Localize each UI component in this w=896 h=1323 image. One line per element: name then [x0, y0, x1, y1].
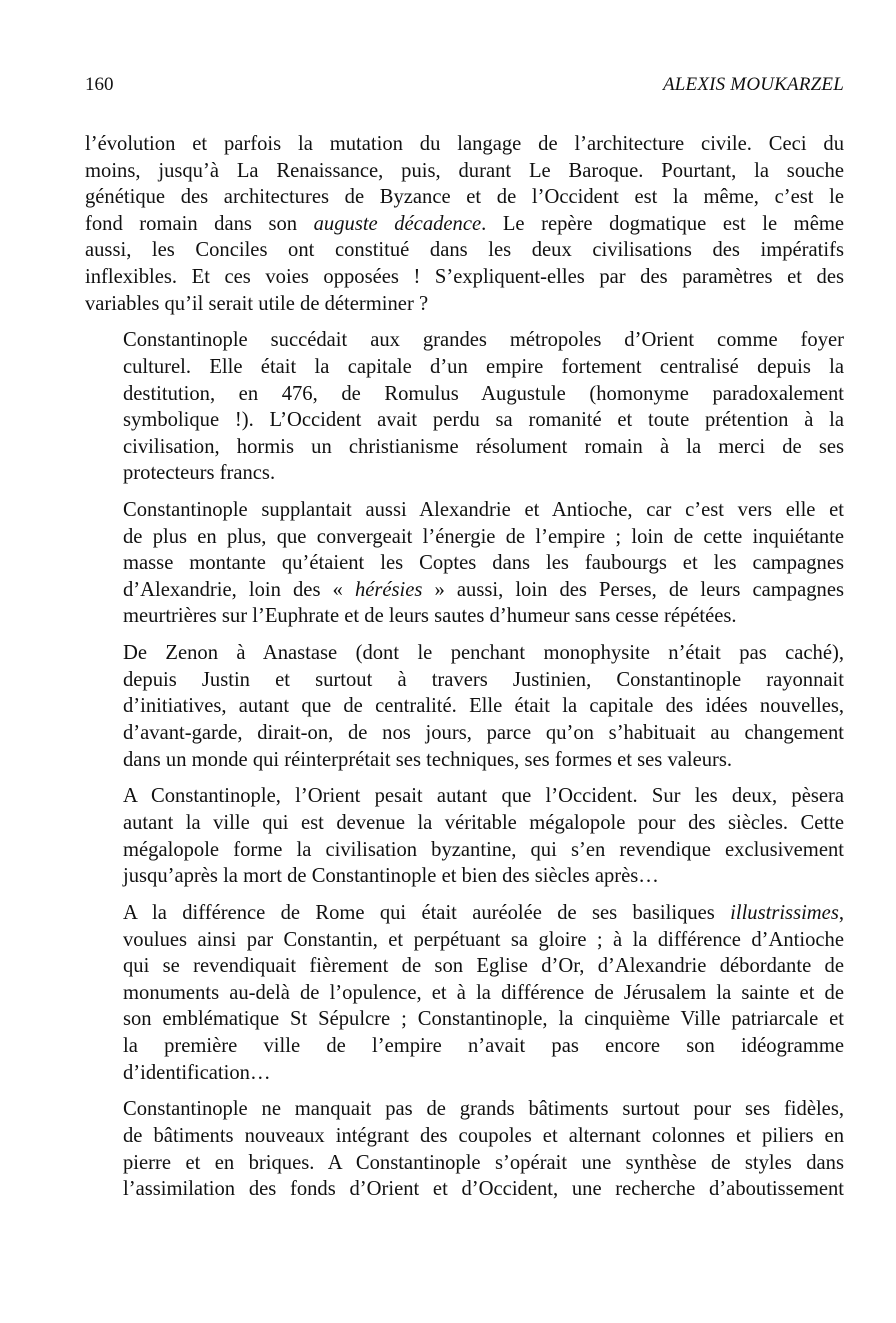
text-line: culturel. Elle était la capitale d’un empire fortement centralisé depuis la — [123, 355, 844, 378]
text-line: l’évolution et parfois la mutation du langage de l’architecture civile. Ceci du — [85, 133, 844, 155]
text-line: qui se revendiquait fièrement de son Eglise d’Or, d’Alexandrie débordante de — [123, 955, 844, 978]
text-line: variables qu’il serait utile de déterminer ? — [85, 292, 429, 315]
text-line: d’Alexandrie, loin des « hérésies » aussi, loin des Perses, de leurs campagnes — [123, 578, 844, 601]
text-line: destitution, en 476, de Romulus Augustule (homonyme paradoxalement — [123, 382, 844, 405]
text-line: monuments au-delà de l’opulence, et à la différence de Jérusalem la sainte et de — [123, 981, 844, 1004]
text-line: protecteurs francs. — [123, 462, 276, 485]
text-line: de bâtiments nouveaux intégrant des coupoles et alternant colonnes et piliers en — [123, 1124, 844, 1147]
text-line: Constantinople ne manquait pas de grands bâtiments surtout pour ses fidèles, — [123, 1098, 844, 1121]
text-line: de plus en plus, que convergeait l’énergie de l’empire ; loin de cette inquiétante — [123, 525, 844, 548]
text-line: voulues ainsi par Constantin, et perpétuant sa gloire ; à la différence d’Antioche — [123, 928, 844, 951]
paragraph — [85, 131, 844, 317]
text-line: d’initiatives, autant que de centralité. Elle était la capitale des idées nouvelles, — [123, 695, 844, 718]
text-line: autant la ville qui est devenue la véritable mégalopole pour des siècles. Cette — [123, 812, 844, 834]
text-line: aussi, les Conciles ont constitué dans les deux civilisations des impératifs — [85, 239, 844, 262]
text-line: d’identification… — [123, 1061, 271, 1084]
paragraph — [85, 783, 844, 889]
text-line: jusqu’après la mort de Constantinople et bien des siècles après… — [123, 865, 659, 888]
text-line: A la différence de Rome qui était auréolée de ses basiliques illustrissimes, — [123, 901, 844, 924]
paragraph — [85, 497, 844, 630]
text-line: mégalopole forme la civilisation byzantine, qui s’en revendique exclusivement — [123, 838, 844, 861]
running-head-author: ALEXIS MOUKARZEL — [662, 74, 844, 95]
text-line: meurtrières sur l’Euphrate et de leurs sautes d’humeur sans cesse répétées. — [123, 605, 737, 628]
paragraph — [85, 1096, 844, 1202]
paragraph — [85, 327, 844, 487]
italic-emphasis: hérésies — [354, 578, 423, 601]
text-line: depuis Justin et surtout à travers Justinien, Constantinople rayonnait — [123, 668, 844, 691]
text-line: civilisation, hormis un christianisme résolument romain à la merci de ses — [123, 435, 844, 458]
page-body — [85, 131, 844, 1213]
text-line: la première ville de l’empire n’avait pas encore son idéogramme — [123, 1034, 844, 1057]
text-line: masse montante qu’étaient les Coptes dans les faubourgs et les campagnes — [123, 552, 844, 575]
text-line: génétique des architectures de Byzance et de l’Occident est la même, c’est le — [85, 186, 844, 209]
text-line: Constantinople supplantait aussi Alexandrie et Antioche, car c’est vers elle et — [123, 499, 844, 522]
page-number: 160 — [85, 74, 114, 95]
text-line: d’avant-garde, dirait-on, de nos jours, parce qu’on s’habituait au changement — [123, 722, 844, 745]
text-line: De Zenon à Anastase (dont le penchant monophysite n’était pas caché), — [123, 642, 844, 665]
paragraph — [85, 900, 844, 1086]
page-header — [85, 74, 844, 98]
italic-emphasis: auguste décadence — [313, 212, 482, 235]
text-line: inflexibles. Et ces voies opposées ! S’expliquent-elles par des paramètres et des — [85, 265, 844, 288]
paragraph — [85, 640, 844, 773]
text-line: A Constantinople, l’Orient pesait autant que l’Occident. Sur les deux, pèsera — [123, 785, 844, 808]
text-line: Constantinople succédait aux grandes métropoles d’Orient comme foyer — [123, 329, 844, 352]
text-line: l’assimilation des fonds d’Orient et d’Occident, une recherche d’aboutissement — [123, 1178, 844, 1201]
text-line: symbolique !). L’Occident avait perdu sa romanité et toute prétention à la — [123, 409, 844, 432]
text-line: moins, jusqu’à La Renaissance, puis, durant Le Baroque. Pourtant, la souche — [85, 159, 844, 182]
italic-emphasis: illustrissimes — [730, 901, 839, 924]
text-line: pierre et en briques. A Constantinople s’opérait une synthèse de styles dans — [123, 1151, 844, 1174]
text-line: fond romain dans son auguste décadence. Le repère dogmatique est le même — [85, 212, 844, 235]
text-line: son emblématique St Sépulcre ; Constantinople, la cinquième Ville patriarcale et — [123, 1008, 844, 1031]
text-line: dans un monde qui réinterprétait ses techniques, ses formes et ses valeurs. — [123, 748, 733, 771]
